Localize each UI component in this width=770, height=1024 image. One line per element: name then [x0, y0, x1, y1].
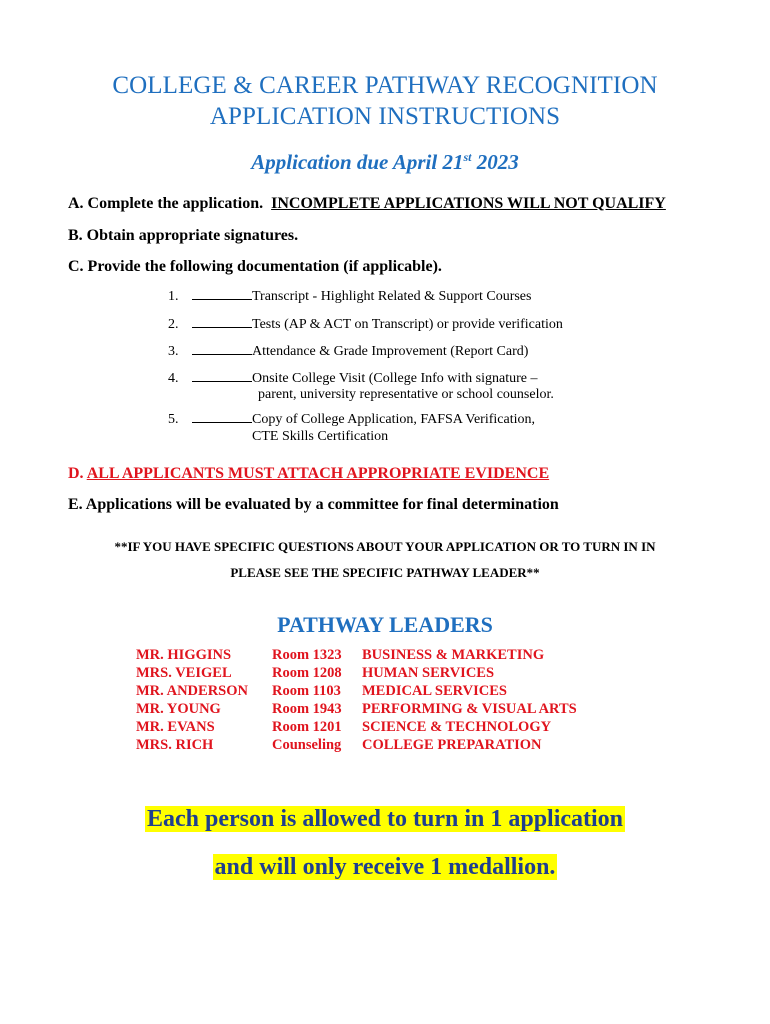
leader-pathway: COLLEGE PREPARATION	[362, 737, 542, 753]
step-e: E. Applications will be evaluated by a committee for final determination	[68, 496, 559, 513]
blank-line[interactable]	[192, 287, 252, 300]
questions-note-line-1: **IF YOU HAVE SPECIFIC QUESTIONS ABOUT YOUR APPLICATION OR TO TURN IN IN	[114, 539, 656, 554]
leader-pathway: HUMAN SERVICES	[362, 665, 495, 681]
leader-room: Room 1208	[272, 665, 342, 681]
closing-text-2: and will only receive 1 medallion.	[214, 854, 556, 880]
doc-item: 1. Transcript - Highlight Related & Support Courses	[168, 289, 532, 304]
leader-room: Room 1943	[272, 701, 342, 717]
leader-pathway: MEDICAL SERVICES	[362, 683, 507, 699]
blank-line[interactable]	[192, 410, 252, 423]
leader-room: Room 1323	[272, 647, 342, 663]
leader-name: MR. YOUNG	[136, 701, 221, 717]
due-suffix: st	[463, 150, 472, 164]
leader-room: Counseling	[272, 737, 342, 753]
doc-item: 5. Copy of College Application, FAFSA Verification,	[168, 412, 535, 427]
step-b: B. Obtain appropriate signatures.	[68, 227, 299, 244]
title-line-1: COLLEGE & CAREER PATHWAY RECOGNITION	[112, 72, 658, 99]
leader-pathway: BUSINESS & MARKETING	[362, 647, 545, 663]
doc-item: 3. Attendance & Grade Improvement (Report Card)	[168, 344, 529, 359]
questions-note-line-2: PLEASE SEE THE SPECIFIC PATHWAY LEADER**	[230, 565, 540, 580]
due-year: 2023	[471, 150, 519, 174]
step-a-warning: INCOMPLETE APPLICATIONS WILL NOT QUALIFY	[271, 195, 666, 212]
leader-name: MRS. VEIGEL	[136, 665, 232, 681]
leader-name: MRS. RICH	[136, 737, 214, 753]
doc-item: 2. Tests (AP & ACT on Transcript) or provide verification	[168, 317, 563, 332]
due-date	[0, 150, 770, 175]
step-c: C. Provide the following documentation (if applicable).	[68, 258, 442, 275]
title-line-2: APPLICATION INSTRUCTIONS	[209, 103, 561, 130]
leader-name: MR. HIGGINS	[136, 647, 232, 663]
leader-pathway: SCIENCE & TECHNOLOGY	[362, 719, 552, 735]
step-a-text: A. Complete the application.	[68, 195, 264, 212]
pathway-leaders-heading: PATHWAY LEADERS	[277, 612, 493, 637]
step-d-letter: D.	[68, 465, 84, 482]
doc-item: 4. Onsite College Visit (College Info with signature –	[168, 371, 538, 386]
leader-room: Room 1201	[272, 719, 342, 735]
blank-line[interactable]	[192, 369, 252, 382]
closing-line-2	[0, 854, 770, 881]
leader-pathway: PERFORMING & VISUAL ARTS	[362, 701, 577, 717]
step-d	[68, 465, 549, 483]
leader-name: MR. ANDERSON	[136, 683, 248, 699]
closing-line-1	[0, 806, 770, 833]
doc-item-continuation: parent, university representative or school counselor.	[258, 387, 554, 402]
due-prefix: Application due April 21	[251, 150, 464, 174]
document-title	[0, 70, 770, 132]
doc-item-continuation: CTE Skills Certification	[252, 429, 389, 444]
leader-room: Room 1103	[272, 683, 341, 699]
blank-line[interactable]	[192, 342, 252, 355]
step-d-text: ALL APPLICANTS MUST ATTACH APPROPRIATE EVIDENCE	[86, 465, 550, 482]
step-a	[68, 195, 666, 213]
leader-name: MR. EVANS	[136, 719, 215, 735]
blank-line[interactable]	[192, 315, 252, 328]
closing-text-1: Each person is allowed to turn in 1 application	[146, 806, 624, 832]
